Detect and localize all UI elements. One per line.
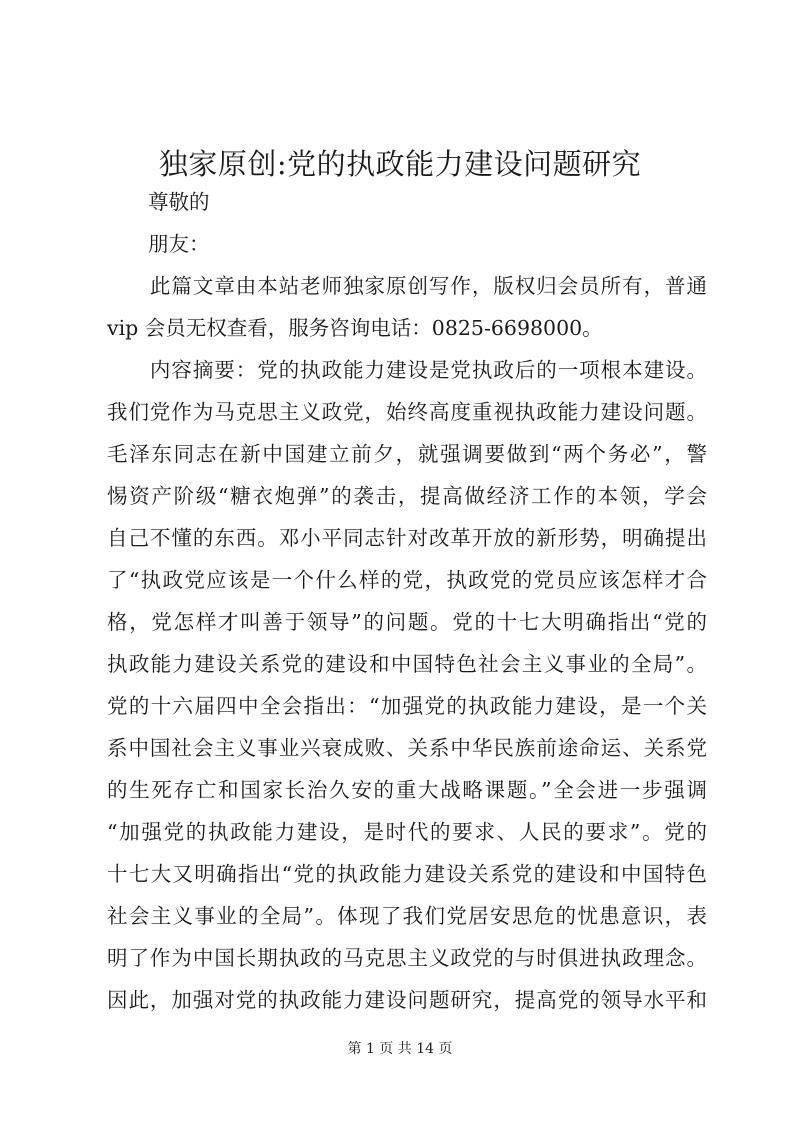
body-text-line: 此篇文章由本站老师独家原创写作，版权归会员所有，普通 <box>107 274 707 298</box>
body-text-line: 毛泽东同志在新中国建立前夕，就强调要做到“两个务必”，警 <box>107 442 707 466</box>
body-text-line: 明了作为中国长期执政的马克思主义政党的与时俱进执政理念。 <box>107 946 707 970</box>
body-text-line: 系中国社会主义事业兴衰成败、关系中华民族前途命运、关系党 <box>107 736 707 760</box>
document-title: 独家原创:党的执政能力建设问题研究 <box>158 147 642 181</box>
body-text-line: vip 会员无权查看，服务咨询电话：0825-6698000。 <box>107 316 603 340</box>
body-text-line: 执政能力建设关系党的建设和中国特色社会主义事业的全局”。 <box>107 652 707 676</box>
body-text-line: 的生死存亡和国家长治久安的重大战略课题。”全会进一步强调 <box>107 778 707 802</box>
body-text-line: 内容摘要：党的执政能力建设是党执政后的一项根本建设。 <box>107 358 707 382</box>
body-text-line: 自己不懂的东西。邓小平同志针对改革开放的新形势，明确提出 <box>107 526 707 550</box>
body-text-line: 十七大又明确指出“党的执政能力建设关系党的建设和中国特色 <box>107 862 707 886</box>
body-text-line: 党的十六届四中全会指出：“加强党的执政能力建设，是一个关 <box>107 694 707 718</box>
body-text-line: “加强党的执政能力建设，是时代的要求、人民的要求”。党的 <box>107 820 707 844</box>
body-text-line: 格，党怎样才叫善于领导”的问题。党的十七大明确指出“党的 <box>107 610 707 634</box>
body-text-line: 社会主义事业的全局”。体现了我们党居安思危的忧患意识，表 <box>107 904 707 928</box>
greeting-line: 尊敬的 <box>107 190 210 214</box>
body-text-line: 惕资产阶级“糖衣炮弹”的袭击，提高做经济工作的本领，学会 <box>107 484 707 508</box>
page-number-footer: 第 1 页 共 14 页 <box>347 1041 453 1057</box>
greeting-line: 朋友： <box>107 232 210 256</box>
body-text-line: 了“执政党应该是一个什么样的党，执政党的党员应该怎样才合 <box>107 568 707 592</box>
body-text-line: 我们党作为马克思主义政党，始终高度重视执政能力建设问题。 <box>107 400 707 424</box>
body-text-line: 因此，加强对党的执政能力建设问题研究，提高党的领导水平和 <box>107 988 707 1012</box>
